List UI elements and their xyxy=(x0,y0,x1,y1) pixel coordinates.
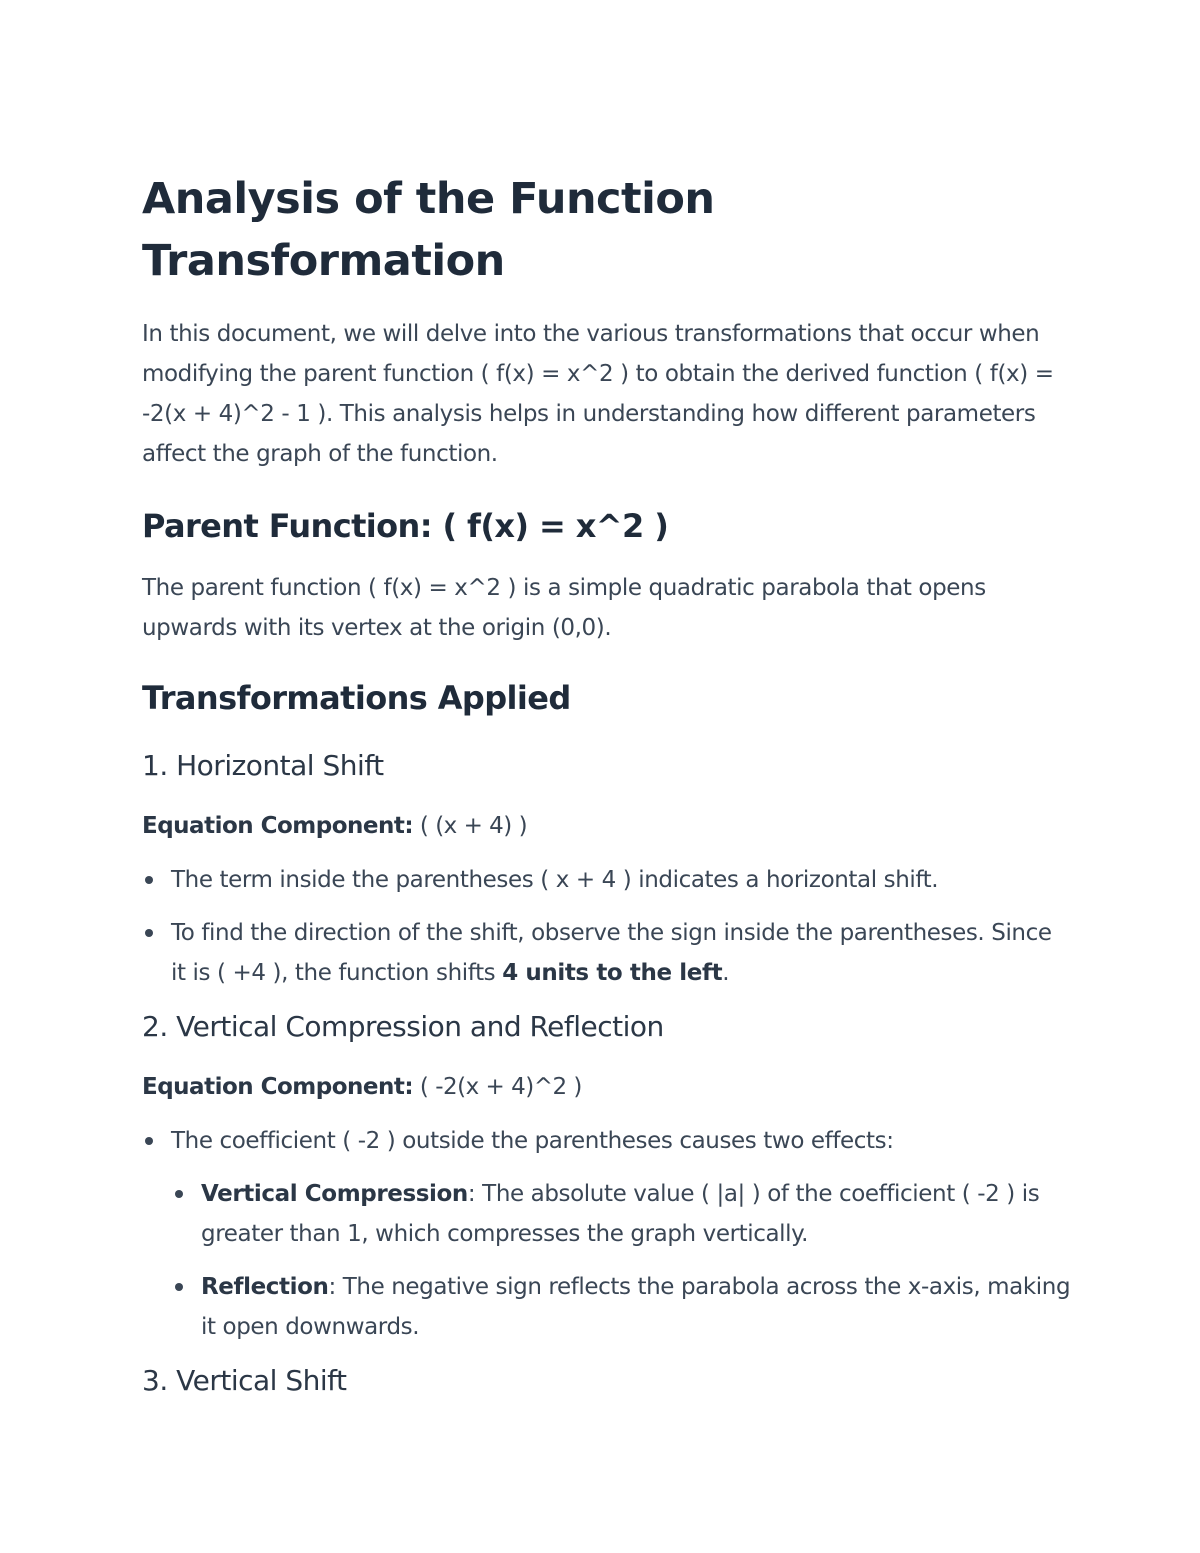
list-item xyxy=(171,913,1072,993)
document-title xyxy=(142,168,1072,292)
vertical-compression-list xyxy=(142,1121,1072,1347)
equation-component-label: Equation Component: xyxy=(142,1074,414,1100)
equation-component-label: Equation Component: xyxy=(142,813,414,839)
list-item-text: The coefficient ( -2 ) outside the parentheses causes two effects: xyxy=(171,1128,894,1154)
nested-item-text: : The negative sign reflects the parabola across the x-axis, making it open downwards. xyxy=(201,1274,1071,1340)
list-item-text: To find the direction of the shift, observe the sign inside the parentheses. Since it is ( +4 ), the function shifts xyxy=(171,920,1052,986)
title-line-2: Transformation xyxy=(142,236,505,286)
horizontal-shift-heading: 1. Horizontal Shift xyxy=(142,749,384,782)
nested-list-item xyxy=(201,1267,1072,1347)
nested-item-label: Vertical Compression xyxy=(201,1181,468,1207)
intro-paragraph: In this document, we will delve into the various transformations that occur when modifying the parent function ( f(x) = x^2 ) to obtain the derived function ( f(x) = -2(x + 4)^2 - 1 ). This analysis helps in understanding how different parameters affect the graph of the function. xyxy=(142,321,1054,467)
bullet-icon xyxy=(175,1283,183,1291)
list-item xyxy=(171,1121,1072,1347)
vertical-equation-component xyxy=(142,1069,1072,1105)
vertical-shift-heading: 3. Vertical Shift xyxy=(142,1364,347,1397)
equation-component-value: ( -2(x + 4)^2 ) xyxy=(413,1074,582,1100)
bullet-icon xyxy=(145,876,153,884)
list-item-emphasis: 4 units to the left xyxy=(502,960,723,986)
document-page xyxy=(142,168,1072,1401)
vertical-compression-heading: 2. Vertical Compression and Reflection xyxy=(142,1010,664,1043)
parent-function-text: The parent function ( f(x) = x^2 ) is a simple quadratic parabola that opens upwards with its vertex at the origin (0,0). xyxy=(142,575,986,641)
list-item-text: The term inside the parentheses ( x + 4 ) indicates a horizontal shift. xyxy=(171,867,939,893)
bullet-icon xyxy=(175,1190,183,1198)
horizontal-shift-list xyxy=(142,860,1072,993)
equation-component-value: ( (x + 4) ) xyxy=(413,813,528,839)
bullet-icon xyxy=(145,1137,153,1145)
list-item xyxy=(171,860,1072,900)
transformations-heading: Transformations Applied xyxy=(142,679,571,717)
nested-list xyxy=(171,1174,1072,1347)
nested-item-label: Reflection xyxy=(201,1274,329,1300)
horizontal-equation-component xyxy=(142,808,1072,844)
title-line-1: Analysis of the Function xyxy=(142,174,715,224)
nested-item-text: : The absolute value ( |a| ) of the coefficient ( -2 ) is greater than 1, which compresses the graph vertically. xyxy=(201,1181,1040,1247)
list-item-end: . xyxy=(722,960,730,986)
bullet-icon xyxy=(145,929,153,937)
nested-list-item xyxy=(201,1174,1072,1254)
parent-function-heading: Parent Function: ( f(x) = x^2 ) xyxy=(142,507,669,545)
